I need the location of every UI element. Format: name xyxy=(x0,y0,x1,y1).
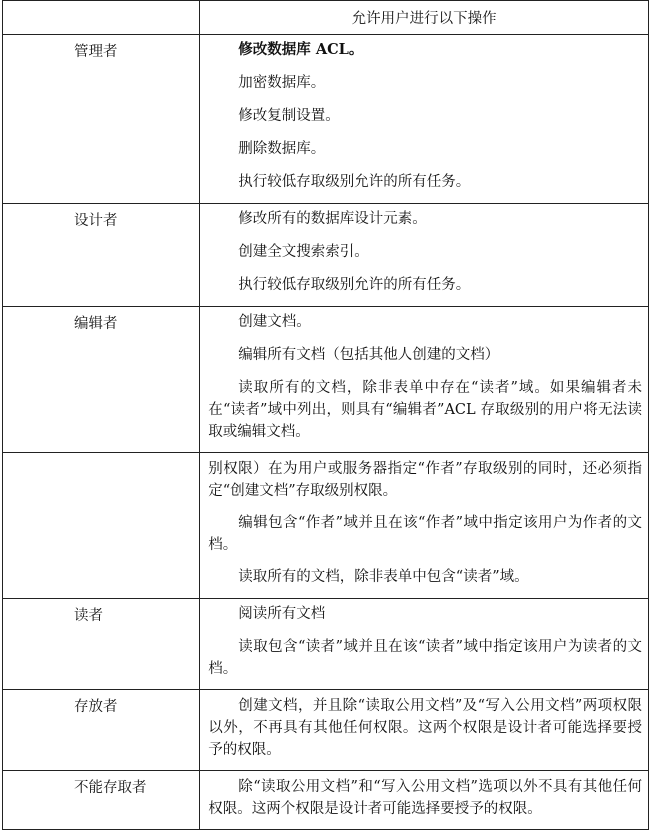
table-row-depositor xyxy=(3,690,649,771)
role-cell: 管理者 xyxy=(3,35,200,204)
table-row-manager xyxy=(3,35,649,204)
operations-cell xyxy=(200,204,649,307)
operation-item: 别权限）在为用户或服务器指定“作者”存取级别的同时，还必须指定“创建文档”存取级别权限。 xyxy=(208,461,642,499)
operation-item: 创建文档，并且除“读取公用文档”及“写入公用文档”两项权限以外，不再具有其他任何权限。这两个权限是设计者可能选择要授予的权限。 xyxy=(208,698,642,758)
operation-item: 修改复制设置。 xyxy=(238,108,340,124)
operations-cell xyxy=(200,35,649,204)
role-column-header xyxy=(3,1,200,35)
table-row-editor xyxy=(3,307,649,453)
operations-cell xyxy=(200,690,649,771)
operation-item: 执行较低存取级别允许的所有任务。 xyxy=(238,174,471,190)
operation-item: 编辑所有文档（包括其他人创建的文档） xyxy=(238,347,500,363)
operation-item: 执行较低存取级别允许的所有任务。 xyxy=(238,277,471,293)
table-row-author-continued xyxy=(3,453,649,599)
operations-cell xyxy=(200,453,649,599)
operation-item: 除“读取公用文档”和“写入公用文档”选项以外不具有其他任何权限。这两个权限是设计者可能选择要授予的权限。 xyxy=(208,779,642,817)
operations-column-header: 允许用户进行以下操作 xyxy=(200,1,649,35)
operation-item: 创建文档。 xyxy=(238,314,311,330)
operation-item: 加密数据库。 xyxy=(238,75,326,91)
operations-cell xyxy=(200,307,649,453)
role-cell: 读者 xyxy=(3,599,200,690)
table-header-row xyxy=(3,1,649,35)
role-cell xyxy=(3,453,200,599)
role-cell: 编辑者 xyxy=(3,307,200,453)
operation-item: 读取所有的文档，除非表单中包含“读者”域。 xyxy=(238,569,529,585)
operation-item: 删除数据库。 xyxy=(238,141,326,157)
role-cell: 设计者 xyxy=(3,204,200,307)
operation-item: 修改数据库 ACL。 xyxy=(238,41,364,58)
operation-item: 读取包含“读者”域并且在该“读者”域中指定该用户为读者的文档。 xyxy=(208,639,642,677)
operation-item: 修改所有的数据库设计元素。 xyxy=(238,211,427,227)
access-level-table xyxy=(2,0,649,830)
role-cell: 存放者 xyxy=(3,690,200,771)
operation-item: 编辑包含“作者”域并且在该“作者”域中指定该用户为作者的文档。 xyxy=(208,515,642,553)
operation-item: 创建全文搜索索引。 xyxy=(238,244,369,260)
operations-cell xyxy=(200,771,649,830)
table-row-reader xyxy=(3,599,649,690)
role-cell: 不能存取者 xyxy=(3,771,200,830)
table-row-designer xyxy=(3,204,649,307)
operations-cell xyxy=(200,599,649,690)
table-row-no-access xyxy=(3,771,649,830)
operation-item: 读取所有的文档，除非表单中存在“读者”域。如果编辑者未在“读者”域中列出，则具有“编辑者”ACL 存取级别的用户将无法读取或编辑文档。 xyxy=(208,380,642,440)
operation-item: 阅读所有文档 xyxy=(238,606,326,622)
